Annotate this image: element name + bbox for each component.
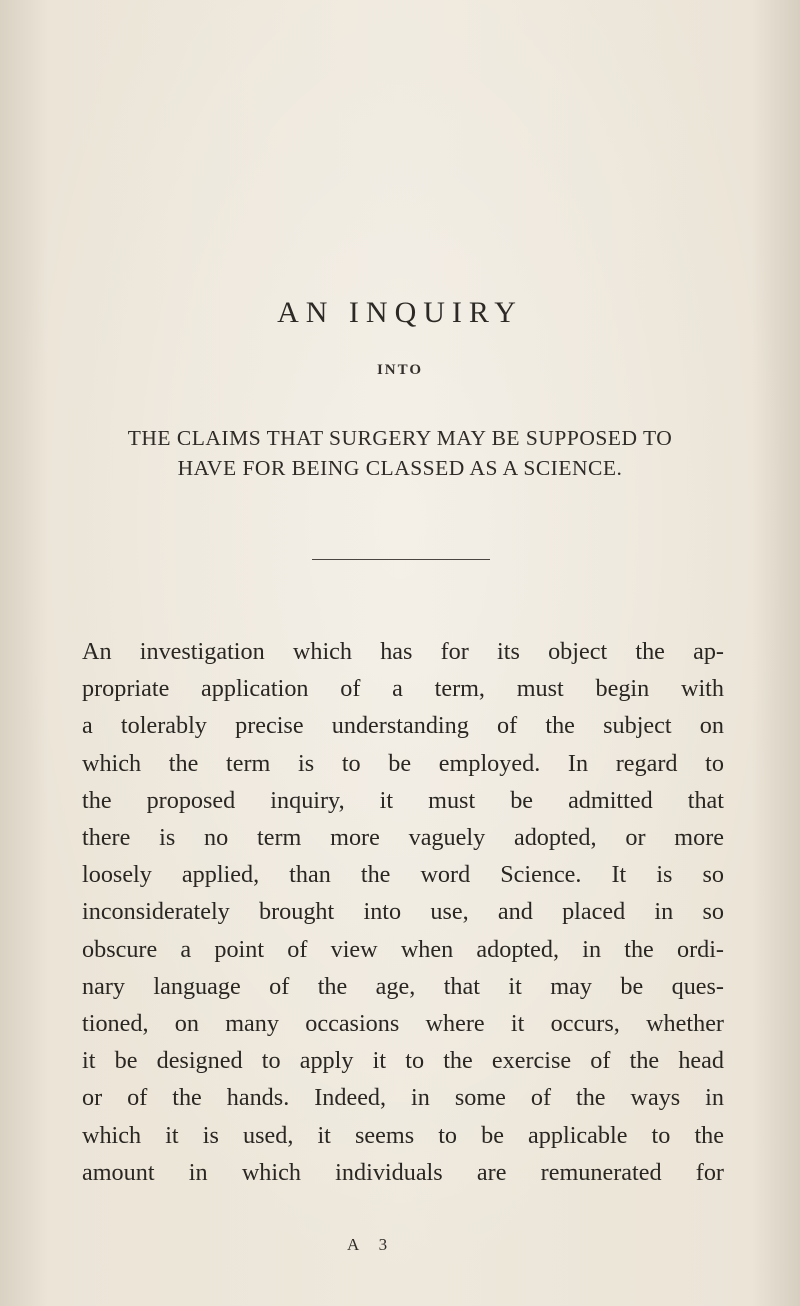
title-connector: INTO (376, 362, 424, 378)
signature-mark: A 3 (347, 1235, 396, 1254)
section-divider (312, 559, 490, 560)
body-line-8: inconsiderately brought into use, and placed in so (82, 898, 724, 926)
body-line-15: amount in which individuals are remunerated for (82, 1158, 724, 1186)
body-line-6: there is no term more vaguely adopted, or more (82, 824, 724, 852)
subtitle-line-1: THE CLAIMS THAT SURGERY MAY BE SUPPOSED TO (127, 426, 673, 450)
body-line-5: the proposed inquiry, it must be admitted that (82, 786, 724, 814)
body-line-13: or of the hands. Indeed, in some of the ways in (82, 1084, 724, 1112)
body-line-7: loosely applied, than the word Science. It is so (82, 861, 724, 889)
body-line-12: it be designed to apply it to the exercise of the head (82, 1047, 724, 1075)
body-paragraph (82, 633, 724, 1191)
body-line-10: nary language of the age, that it may be ques- (82, 972, 724, 1000)
body-line-11: tioned, on many occasions where it occurs, whether (82, 1010, 724, 1038)
body-line-4: which the term is to be employed. In regard to (82, 749, 724, 777)
body-line-9: obscure a point of view when adopted, in the ordi- (82, 935, 724, 963)
body-line-3: a tolerably precise understanding of the subject on (82, 712, 724, 740)
body-line-14: which it is used, it seems to be applicable to the (82, 1121, 724, 1149)
body-line-2: propriate application of a term, must begin with (82, 675, 724, 703)
subtitle-line-2: HAVE FOR BEING CLASSED AS A SCIENCE. (177, 456, 623, 480)
body-line-1: An investigation which has for its object the ap- (82, 638, 724, 665)
page-title: AN INQUIRY (277, 296, 523, 329)
subtitle (60, 423, 740, 483)
